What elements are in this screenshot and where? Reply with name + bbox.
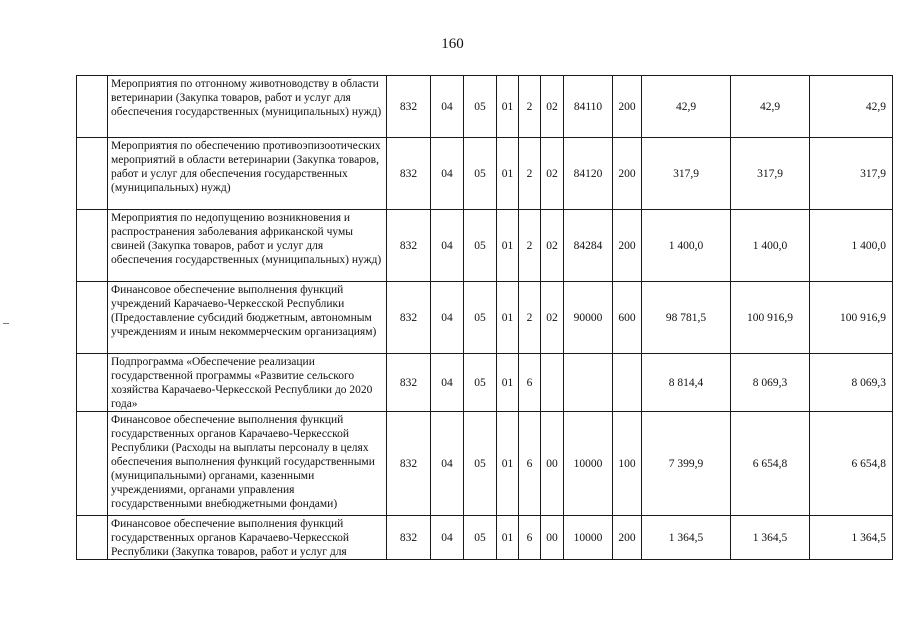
row-code: 90000 <box>564 282 613 354</box>
row-subprogram: 2 <box>519 210 541 282</box>
row-amount-1: 7 399,9 <box>642 412 731 516</box>
row-section: 04 <box>431 210 464 282</box>
table-row <box>77 210 893 282</box>
row-expense-type: 200 <box>613 516 642 560</box>
row-margin-cell <box>77 76 108 138</box>
row-expense-type: 100 <box>613 412 642 516</box>
row-expense-type: 200 <box>613 210 642 282</box>
row-description: Подпрограмма «Обеспечение реализации государственной программы «Развитие сельского хозяйства Карачаево-Черкесской Республики до 2020 года» <box>108 354 387 412</box>
row-description: Мероприятия по отгонному животноводству в области ветеринарии (Закупка товаров, работ и услуг для обеспечения государственных (муниципальных) нужд) <box>108 76 387 138</box>
row-amount-1: 1 400,0 <box>642 210 731 282</box>
row-amount-3: 1 364,5 <box>810 516 893 560</box>
row-ministry: 832 <box>387 210 431 282</box>
row-margin-cell <box>77 138 108 210</box>
row-subprogram: 6 <box>519 412 541 516</box>
row-subsection: 05 <box>464 516 497 560</box>
table-row <box>77 516 893 560</box>
row-direction <box>541 354 564 412</box>
row-subsection: 05 <box>464 354 497 412</box>
row-amount-2: 100 916,9 <box>731 282 810 354</box>
row-program: 01 <box>497 282 519 354</box>
row-subprogram: 2 <box>519 138 541 210</box>
scan-mark <box>3 323 9 324</box>
row-program: 01 <box>497 516 519 560</box>
row-expense-type: 200 <box>613 138 642 210</box>
row-subsection: 05 <box>464 412 497 516</box>
row-amount-3: 1 400,0 <box>810 210 893 282</box>
row-ministry: 832 <box>387 516 431 560</box>
row-ministry: 832 <box>387 354 431 412</box>
table-row <box>77 76 893 138</box>
row-direction: 02 <box>541 282 564 354</box>
row-program: 01 <box>497 138 519 210</box>
row-program: 01 <box>497 412 519 516</box>
row-program: 01 <box>497 76 519 138</box>
row-section: 04 <box>431 76 464 138</box>
row-amount-3: 317,9 <box>810 138 893 210</box>
row-subsection: 05 <box>464 76 497 138</box>
row-amount-2: 42,9 <box>731 76 810 138</box>
row-amount-1: 98 781,5 <box>642 282 731 354</box>
row-code: 10000 <box>564 516 613 560</box>
row-code: 84110 <box>564 76 613 138</box>
row-margin-cell <box>77 516 108 560</box>
row-amount-2: 1 400,0 <box>731 210 810 282</box>
row-ministry: 832 <box>387 138 431 210</box>
row-section: 04 <box>431 412 464 516</box>
row-amount-2: 317,9 <box>731 138 810 210</box>
row-description: Финансовое обеспечение выполнения функций государственных органов Карачаево-Черкесской Республики (Закупка товаров, работ и услуг для <box>108 516 387 560</box>
row-direction: 02 <box>541 138 564 210</box>
row-section: 04 <box>431 138 464 210</box>
row-ministry: 832 <box>387 412 431 516</box>
row-direction: 00 <box>541 516 564 560</box>
row-amount-3: 100 916,9 <box>810 282 893 354</box>
budget-table <box>76 75 893 560</box>
table-row <box>77 282 893 354</box>
row-amount-1: 317,9 <box>642 138 731 210</box>
row-subprogram: 2 <box>519 76 541 138</box>
row-subprogram: 6 <box>519 516 541 560</box>
row-direction: 00 <box>541 412 564 516</box>
table-row <box>77 412 893 516</box>
row-expense-type: 200 <box>613 76 642 138</box>
row-subsection: 05 <box>464 282 497 354</box>
row-program: 01 <box>497 210 519 282</box>
row-amount-2: 6 654,8 <box>731 412 810 516</box>
row-amount-2: 1 364,5 <box>731 516 810 560</box>
row-amount-3: 8 069,3 <box>810 354 893 412</box>
row-amount-3: 42,9 <box>810 76 893 138</box>
row-program: 01 <box>497 354 519 412</box>
row-subprogram: 2 <box>519 282 541 354</box>
row-amount-1: 1 364,5 <box>642 516 731 560</box>
row-description: Финансовое обеспечение выполнения функций государственных органов Карачаево-Черкесской Республики (Расходы на выплаты персоналу в целях обеспечения выполнения функций государственными (муниципальными) органами, казенными учреждениями, органами управления государственными внебюджетными фондами) <box>108 412 387 516</box>
row-subsection: 05 <box>464 210 497 282</box>
row-amount-2: 8 069,3 <box>731 354 810 412</box>
row-code: 84120 <box>564 138 613 210</box>
row-section: 04 <box>431 354 464 412</box>
row-margin-cell <box>77 282 108 354</box>
row-code <box>564 354 613 412</box>
row-subsection: 05 <box>464 138 497 210</box>
row-amount-1: 42,9 <box>642 76 731 138</box>
row-ministry: 832 <box>387 76 431 138</box>
row-margin-cell <box>77 354 108 412</box>
row-direction: 02 <box>541 210 564 282</box>
row-margin-cell <box>77 412 108 516</box>
page-number: 160 <box>441 36 464 52</box>
table-row <box>77 354 893 412</box>
table-row <box>77 138 893 210</box>
row-code: 84284 <box>564 210 613 282</box>
row-section: 04 <box>431 282 464 354</box>
row-direction: 02 <box>541 76 564 138</box>
row-section: 04 <box>431 516 464 560</box>
row-ministry: 832 <box>387 282 431 354</box>
row-amount-3: 6 654,8 <box>810 412 893 516</box>
row-amount-1: 8 814,4 <box>642 354 731 412</box>
row-expense-type: 600 <box>613 282 642 354</box>
row-description: Мероприятия по недопущению возникновения и распространения заболевания африканской чумы свиней (Закупка товаров, работ и услуг для обеспечения государственных (муниципальных) нужд) <box>108 210 387 282</box>
row-code: 10000 <box>564 412 613 516</box>
row-subprogram: 6 <box>519 354 541 412</box>
row-margin-cell <box>77 210 108 282</box>
row-description: Финансовое обеспечение выполнения функций учреждений Карачаево-Черкесской Республики (Предоставление субсидий бюджетным, автономным учреждениям и иным некоммерческим организациям) <box>108 282 387 354</box>
row-description: Мероприятия по обеспечению противоэпизоотических мероприятий в области ветеринарии (Закупка товаров, работ и услуг для обеспечения государственных (муниципальных) нужд) <box>108 138 387 210</box>
row-expense-type <box>613 354 642 412</box>
